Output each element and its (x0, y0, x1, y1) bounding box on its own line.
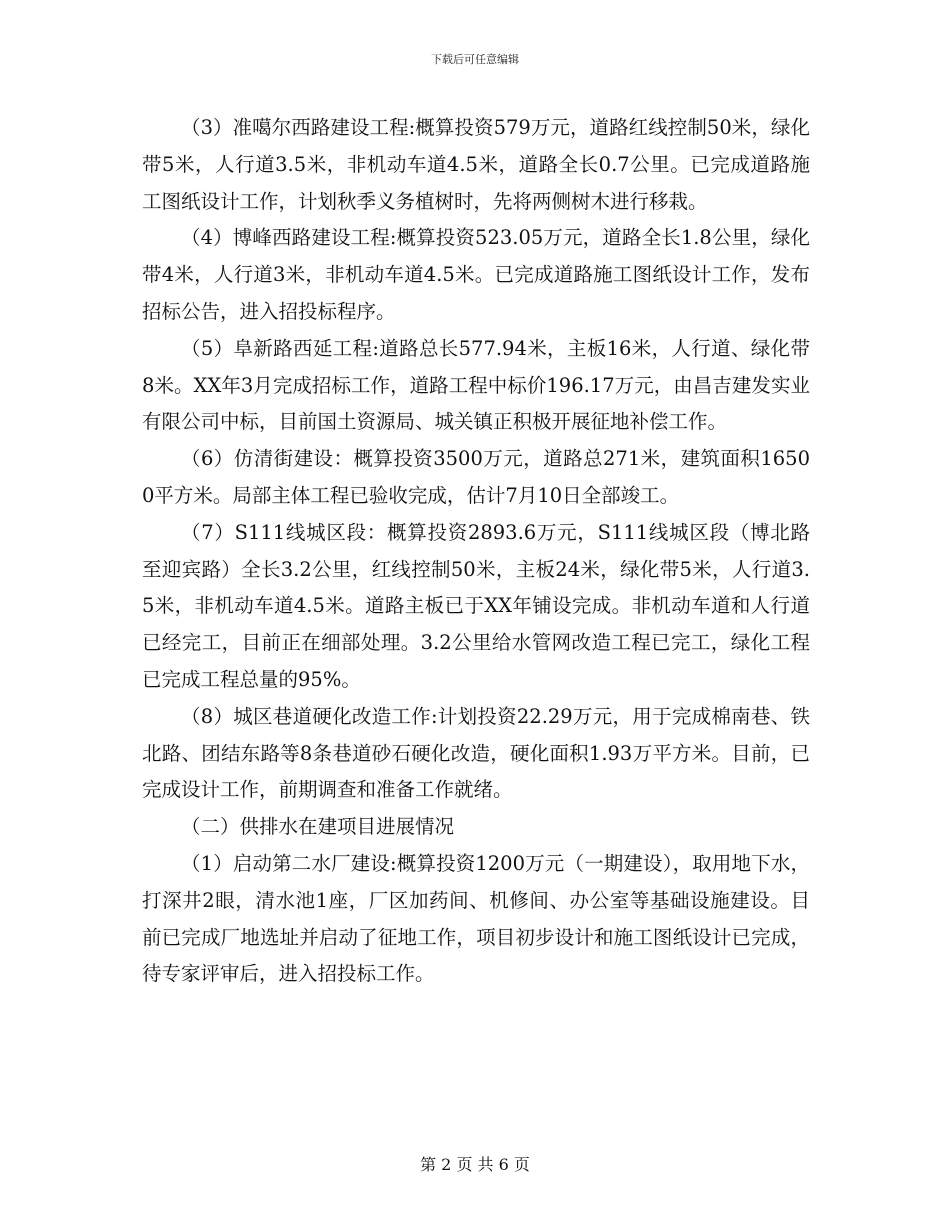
page-footer: 第 2 页 共 6 页 (420, 1155, 530, 1174)
paragraph-road-3: （3）准噶尔西路建设工程:概算投资579万元，道路红线控制50米，绿化带5米，人行道3.5米，非机动车道4.5米，道路全长0.7公里。已完成道路施工图纸设计工作，计划秋季义务植树时，先将两侧树木进行移栽。 (142, 116, 810, 213)
paragraph-road-5: （5）阜新路西延工程:道路总长577.94米，主板16米，人行道、绿化带8米。XX年3月完成招标工作，道路工程中标价196.17万元，由昌吉建发实业有限公司中标，目前国土资源局、城关镇正积极开展征地补偿工作。 (142, 336, 810, 434)
section-heading: （二）供排水在建项目进展情况 (181, 815, 455, 839)
document-body (142, 110, 810, 993)
paragraph-road-7: （7）S111线城区段：概算投资2893.6万元，S111线城区段（博北路至迎宾路）全长3.2公里，红线控制50米，主板24米，绿化带5米，人行道3.5米，非机动车道4.5米。道路主板已于XX年铺设完成。非机动车道和人行道已经完工，目前正在细部处理。3.2公里给水管网改造工程已完工，绿化工程已完成工程总量的95%。 (142, 520, 810, 691)
paragraph-road-8: （8）城区巷道硬化改造工作:计划投资22.29万元，用于完成棉南巷、铁北路、团结东路等8条巷道砂石硬化改造，硬化面积1.93万平方米。目前，已完成设计工作，前期调查和准备工作就绪。 (142, 704, 810, 802)
paragraph-road-4: （4）博峰西路建设工程:概算投资523.05万元，道路全长1.8公里，绿化带4米，人行道3米，非机动车道4.5米。已完成道路施工图纸设计工作，发布招标公告，进入招投标程序。 (142, 226, 810, 323)
paragraph-water-1: （1）启动第二水厂建设:概算投资1200万元（一期建设），取用地下水，打深井2眼，清水池1座，厂区加药间、机修间、办公室等基础设施建设。目前已完成厂地选址并启动了征地工作，项目初步设计和施工图纸设计已完成，待专家评审后，进入招投标工作。 (142, 851, 810, 986)
page-header: 下载后可任意编辑 (431, 53, 519, 66)
paragraph-road-6: （6）仿清街建设：概算投资3500万元，道路总271米，建筑面积16500平方米。局部主体工程已验收完成，估计7月10日全部竣工。 (142, 447, 810, 507)
